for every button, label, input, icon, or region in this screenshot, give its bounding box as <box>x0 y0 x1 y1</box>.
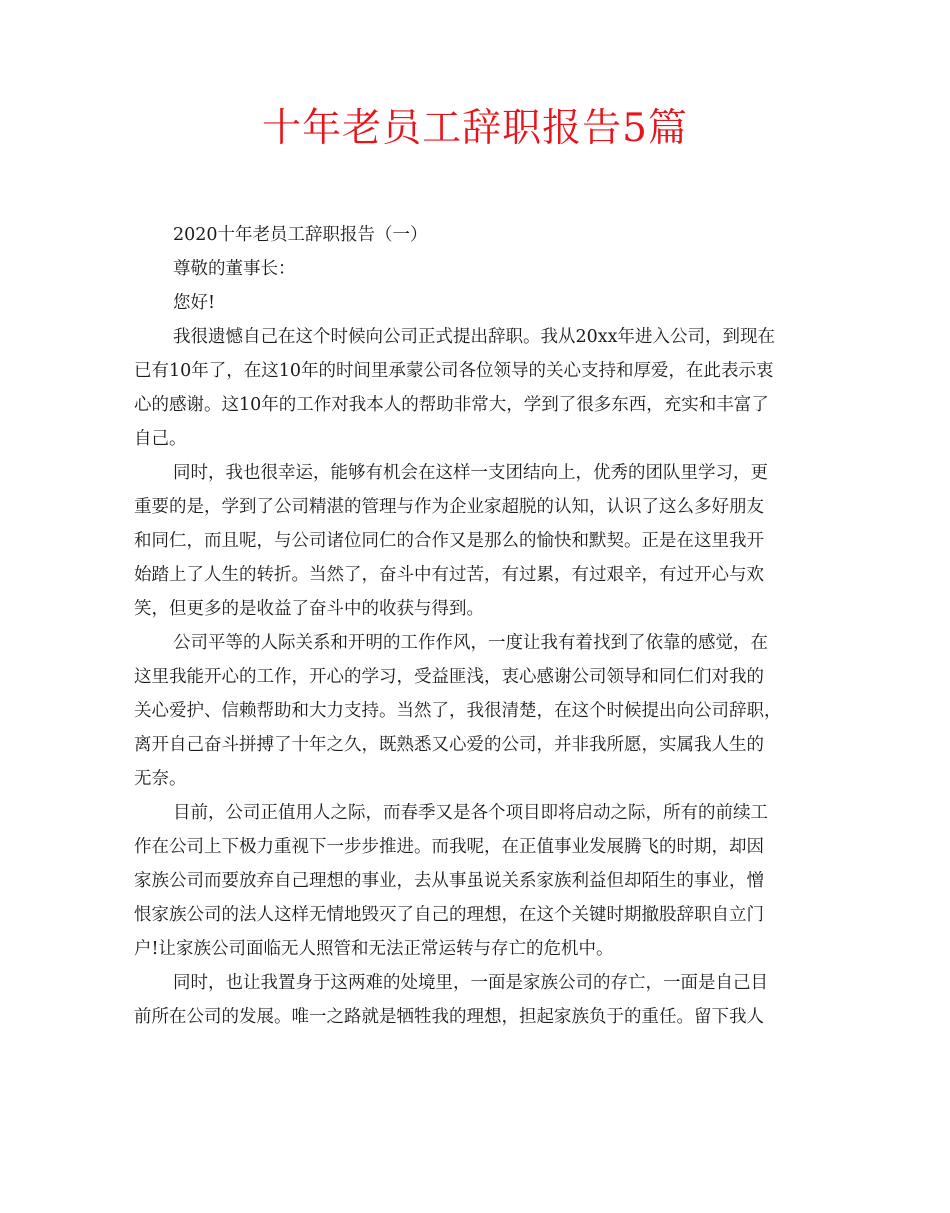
paragraph-line: 同时，我也很幸运，能够有机会在这样一支团结向上，优秀的团队里学习，更 <box>173 463 768 483</box>
paragraph-line: 离开自己奋斗拼搏了十年之久，既熟悉又心爱的公司，并非我所愿，实属我人生的 <box>134 735 764 755</box>
paragraph-line: 这里我能开心的工作，开心的学习，受益匪浅，衷心感谢公司领导和同仁们对我的 <box>134 667 764 687</box>
paragraph-line: 关心爱护、信赖帮助和大力支持。当然了，我很清楚，在这个时候提出向公司辞职， <box>134 701 782 721</box>
paragraph <box>134 626 816 796</box>
paragraph-line: 无奈。 <box>134 769 187 789</box>
paragraph-line: 已有10年了，在这10年的时间里承蒙公司各位领导的关心支持和厚爱，在此表示衷 <box>134 361 774 381</box>
paragraph-line: 心的感谢。这10年的工作对我本人的帮助非常大，学到了很多东西，充实和丰富了 <box>134 395 769 415</box>
paragraph-line: 目前，公司正值用人之际，而春季又是各个项目即将启动之际，所有的前续工 <box>173 803 768 823</box>
paragraph-line: 自己。 <box>134 429 187 449</box>
paragraph-line: 重要的是，学到了公司精湛的管理与作为企业家超脱的认知，认识了这么多好朋友 <box>134 497 764 517</box>
paragraph <box>134 456 816 626</box>
paragraph-line: 家族公司而要放弃自己理想的事业，去从事虽说关系家族利益但却陌生的事业，憎 <box>134 871 764 891</box>
paragraph <box>134 966 816 1034</box>
paragraph-line: 和同仁，而且呢，与公司诸位同仁的合作又是那么的愉快和默契。正是在这里我开 <box>134 531 764 551</box>
paragraph-line: 公司平等的人际关系和开明的工作作风，一度让我有着找到了依靠的感觉，在 <box>173 633 768 653</box>
greeting: 您好! <box>173 293 216 313</box>
document-body <box>134 218 816 1034</box>
paragraph-line: 我很遗憾自己在这个时候向公司正式提出辞职。我从20xx年进入公司，到现在 <box>173 327 776 347</box>
paragraph <box>134 320 816 456</box>
paragraph <box>134 796 816 966</box>
paragraph-line: 笑，但更多的是收益了奋斗中的收获与得到。 <box>134 599 484 619</box>
paragraph-line: 始踏上了人生的转折。当然了，奋斗中有过苦，有过累，有过艰辛，有过开心与欢 <box>134 565 764 585</box>
section-heading: 2020十年老员工辞职报告（一） <box>173 225 428 245</box>
paragraph-line: 恨家族公司的法人这样无情地毁灭了自己的理想，在这个关键时期撤股辞职自立门 <box>134 905 764 925</box>
salutation: 尊敬的董事长： <box>173 259 296 279</box>
paragraph-line: 作在公司上下极力重视下一步步推进。而我呢，在正值事业发展腾飞的时期，却因 <box>134 837 764 857</box>
paragraph-line: 户!让家族公司面临无人照管和无法正常运转与存亡的危机中。 <box>134 939 614 959</box>
paragraph-line: 同时，也让我置身于这两难的处境里，一面是家族公司的存亡，一面是自己目 <box>173 973 768 993</box>
document-title: 十年老员工辞职报告5篇 <box>262 106 688 151</box>
paragraph-line: 前所在公司的发展。唯一之路就是牺牲我的理想，担起家族负于的重任。留下我人 <box>134 1007 764 1027</box>
